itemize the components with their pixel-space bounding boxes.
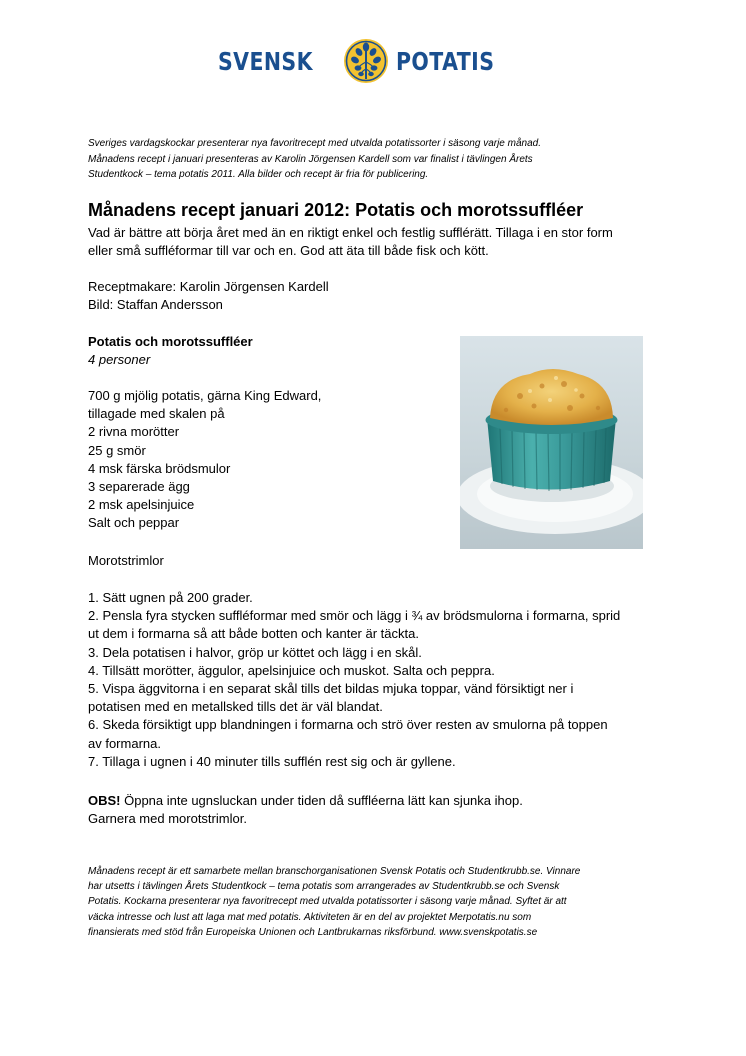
recipe-description — [88, 224, 668, 260]
obs-note — [88, 792, 668, 828]
step-line: 3. Dela potatisen i halvor, gröp ur köttet och lägg i en skål. — [88, 644, 422, 660]
ingredient-item: 3 separerade ägg — [88, 479, 190, 495]
ingredient-item: Salt och peppar — [88, 515, 180, 531]
recipe-name: Potatis och morotssuffléer — [88, 334, 253, 349]
description-line: Vad är bättre att börja året med än en riktigt enkel och festlig sufflérätt. Tillaga i en stor form — [88, 225, 613, 240]
logo-word-right: POTATIS — [396, 47, 495, 76]
step-line: 4. Tillsätt morötter, äggulor, apelsinjuice och muskot. Salta och peppra. — [88, 662, 495, 678]
step-line: 7. Tillaga i ugnen i 40 minuter tills sufflén rest sig och är gyllene. — [88, 753, 456, 769]
footer-line: har utsetts i tävlingen Årets Studentkock – tema potatis som arrangerades av Studentkrubb.se och Svensk — [88, 881, 560, 893]
potato-plant-emblem-icon — [343, 38, 389, 84]
intro-paragraph — [88, 136, 668, 183]
ingredient-item: 2 msk apelsinjuice — [88, 497, 195, 513]
recipe-maker: Receptmakare: Karolin Jörgensen Kardell — [88, 279, 329, 294]
intro-line: Månadens recept i januari presenteras av Karolin Jörgensen Kardell som var finalist i tävlingen Årets — [88, 153, 533, 165]
step-line: 2. Pensla fyra stycken suffléformar med smör och lägg i ¾ av brödsmulorna i formarna, sprid — [88, 608, 621, 624]
step-line: 1. Sätt ugnen på 200 grader. — [88, 590, 253, 605]
step-line: 6. Skeda försiktigt upp blandningen i formarna och strö över resten av smulorna på toppen — [88, 717, 608, 733]
step-line: 5. Vispa äggvitorna i en separat skål tills det bildas mjuka toppar, vänd försiktigt ner i — [88, 681, 574, 697]
souffle-photo — [460, 336, 643, 549]
ingredient-item: tillagade med skalen på — [88, 406, 225, 422]
ingredient-item: 25 g smör — [88, 442, 146, 458]
instruction-steps — [88, 589, 668, 771]
footer-note — [88, 864, 668, 940]
footer-line: Månadens recept är ett samarbete mellan branschorganisationen Svensk Potatis och Studentkrubb.se. Vinnare — [88, 866, 581, 877]
step-line: potatisen med en metallsked tills det är väl blandat. — [88, 699, 383, 715]
souffle-illustration — [460, 336, 643, 549]
servings: 4 personer — [88, 352, 151, 367]
credits — [88, 278, 668, 314]
step-line: ut dem i formarna så att både botten och kanter är täckta. — [88, 626, 419, 642]
svensk-potatis-logo — [0, 38, 746, 86]
ingredient-item: 2 rivna morötter — [88, 424, 180, 440]
logo-word-left: SVENSK — [218, 47, 313, 76]
obs-line — [88, 792, 668, 810]
intro-line: Sveriges vardagskockar presenterar nya favoritrecept med utvalda potatissorter i säsong varje månad. — [88, 138, 542, 149]
obs-text: Öppna inte ugnsluckan under tiden då suffléerna lätt kan sjunka ihop. — [120, 793, 523, 808]
ingredient-item: 4 msk färska brödsmulor — [88, 460, 231, 476]
footer-line: Potatis. Kockarna presenterar nya favoritrecept med utvalda potatissorter i säsong varje månad. Syftet är att — [88, 896, 567, 908]
intro-line: Studentkock – tema potatis 2011. Alla bilder och recept är fria för publicering. — [88, 169, 429, 180]
ingredient-item: 700 g mjölig potatis, gärna King Edward, — [88, 388, 322, 403]
description-line: eller små suffléformar till var och en. God att äta till både fisk och kött. — [88, 243, 489, 259]
footer-line: väcka intresse och lust att laga mat med potatis. Aktiviteten är en del av projektet Merpotatis.nu som — [88, 911, 532, 923]
photo-credit: Bild: Staffan Andersson — [88, 297, 223, 313]
recipe-title: Månadens recept januari 2012: Potatis och morotssuffléer — [88, 200, 584, 220]
garnish-note: Garnera med morotstrimlor. — [88, 811, 247, 827]
step-line: av formarna. — [88, 735, 161, 751]
garnish-heading: Morotstrimlor — [88, 553, 164, 568]
footer-line: finansierats med stöd från Europeiska Unionen och Lantbrukarnas riksförbund. www.svenskpotatis.se — [88, 926, 538, 938]
obs-label: OBS! — [88, 793, 121, 808]
